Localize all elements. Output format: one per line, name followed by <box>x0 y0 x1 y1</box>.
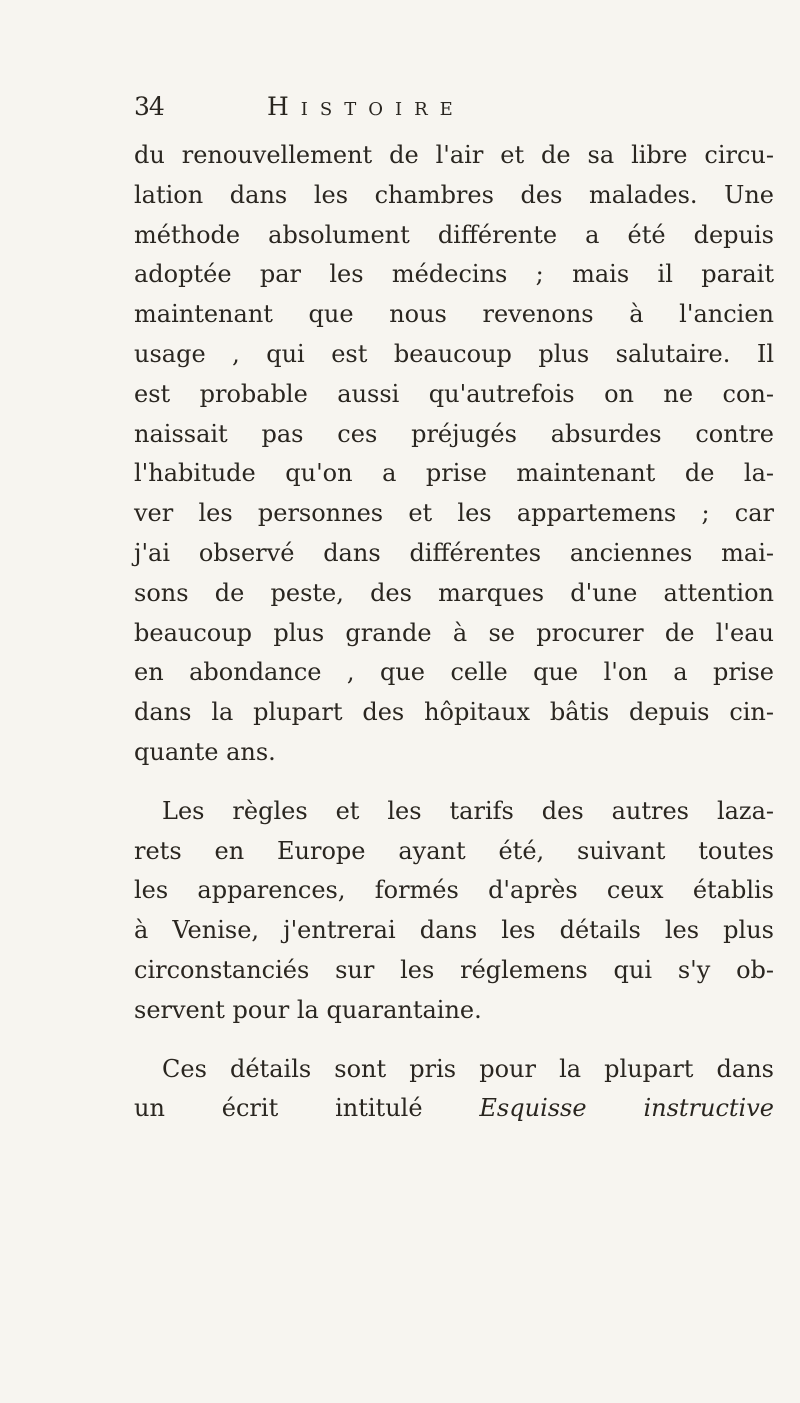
text-line: adoptée par les médecins ; mais il parait <box>134 260 774 289</box>
body-text <box>134 136 774 1129</box>
text-line: quante ans. <box>134 737 276 766</box>
running-head: Histoire <box>267 92 465 121</box>
text-line: Les règles et les tarifs des autres laza- <box>162 796 774 825</box>
text-line: usage , qui est beaucoup plus salutaire. Il <box>134 339 774 368</box>
text-line: ver les personnes et les appartemens ; car <box>134 499 774 528</box>
text-line: à Venise, j'entrerai dans les détails les plus <box>134 916 774 945</box>
paragraph-gap <box>134 773 774 792</box>
paragraph-gap <box>134 1031 774 1050</box>
page-header <box>134 92 694 132</box>
italic-title: Esquisse instructive <box>479 1094 774 1123</box>
text-line: en abondance , que celle que l'on a prise <box>134 658 774 687</box>
text-line: beaucoup plus grande à se procurer de l'eau <box>134 618 774 647</box>
text-line: maintenant que nous revenons à l'ancien <box>134 300 774 329</box>
text-line: dans la plupart des hôpitaux bâtis depuis cin- <box>134 698 774 727</box>
text-line: sons de peste, des marques d'une attention <box>134 578 774 607</box>
text-line: circonstanciés sur les réglemens qui s'y ob- <box>134 955 774 984</box>
text-line: lation dans les chambres des malades. Une <box>134 180 774 209</box>
text-line: naissait pas ces préjugés absurdes contre <box>134 419 774 448</box>
text-line: rets en Europe ayant été, suivant toutes <box>134 836 774 865</box>
text-line: est probable aussi qu'autrefois on ne con- <box>134 379 774 408</box>
text-line: servent pour la quarantaine. <box>134 995 482 1024</box>
page-number: 34 <box>134 92 164 121</box>
text-line-prefix: un écrit intitulé <box>134 1094 423 1123</box>
paragraph-3 <box>134 1050 774 1130</box>
paragraph-1 <box>134 136 774 773</box>
paragraph-2 <box>134 792 774 1031</box>
text-line-final <box>134 1089 774 1129</box>
text-line: j'ai observé dans différentes anciennes mai- <box>134 538 774 567</box>
text-line: du renouvellement de l'air et de sa libre circu- <box>134 141 774 169</box>
text-line: l'habitude qu'on a prise maintenant de la- <box>134 459 774 488</box>
text-line: Ces détails sont pris pour la plupart dans <box>162 1054 774 1083</box>
text-line: méthode absolument différente a été depuis <box>134 220 774 249</box>
text-line: les apparences, formés d'après ceux établis <box>134 876 774 905</box>
